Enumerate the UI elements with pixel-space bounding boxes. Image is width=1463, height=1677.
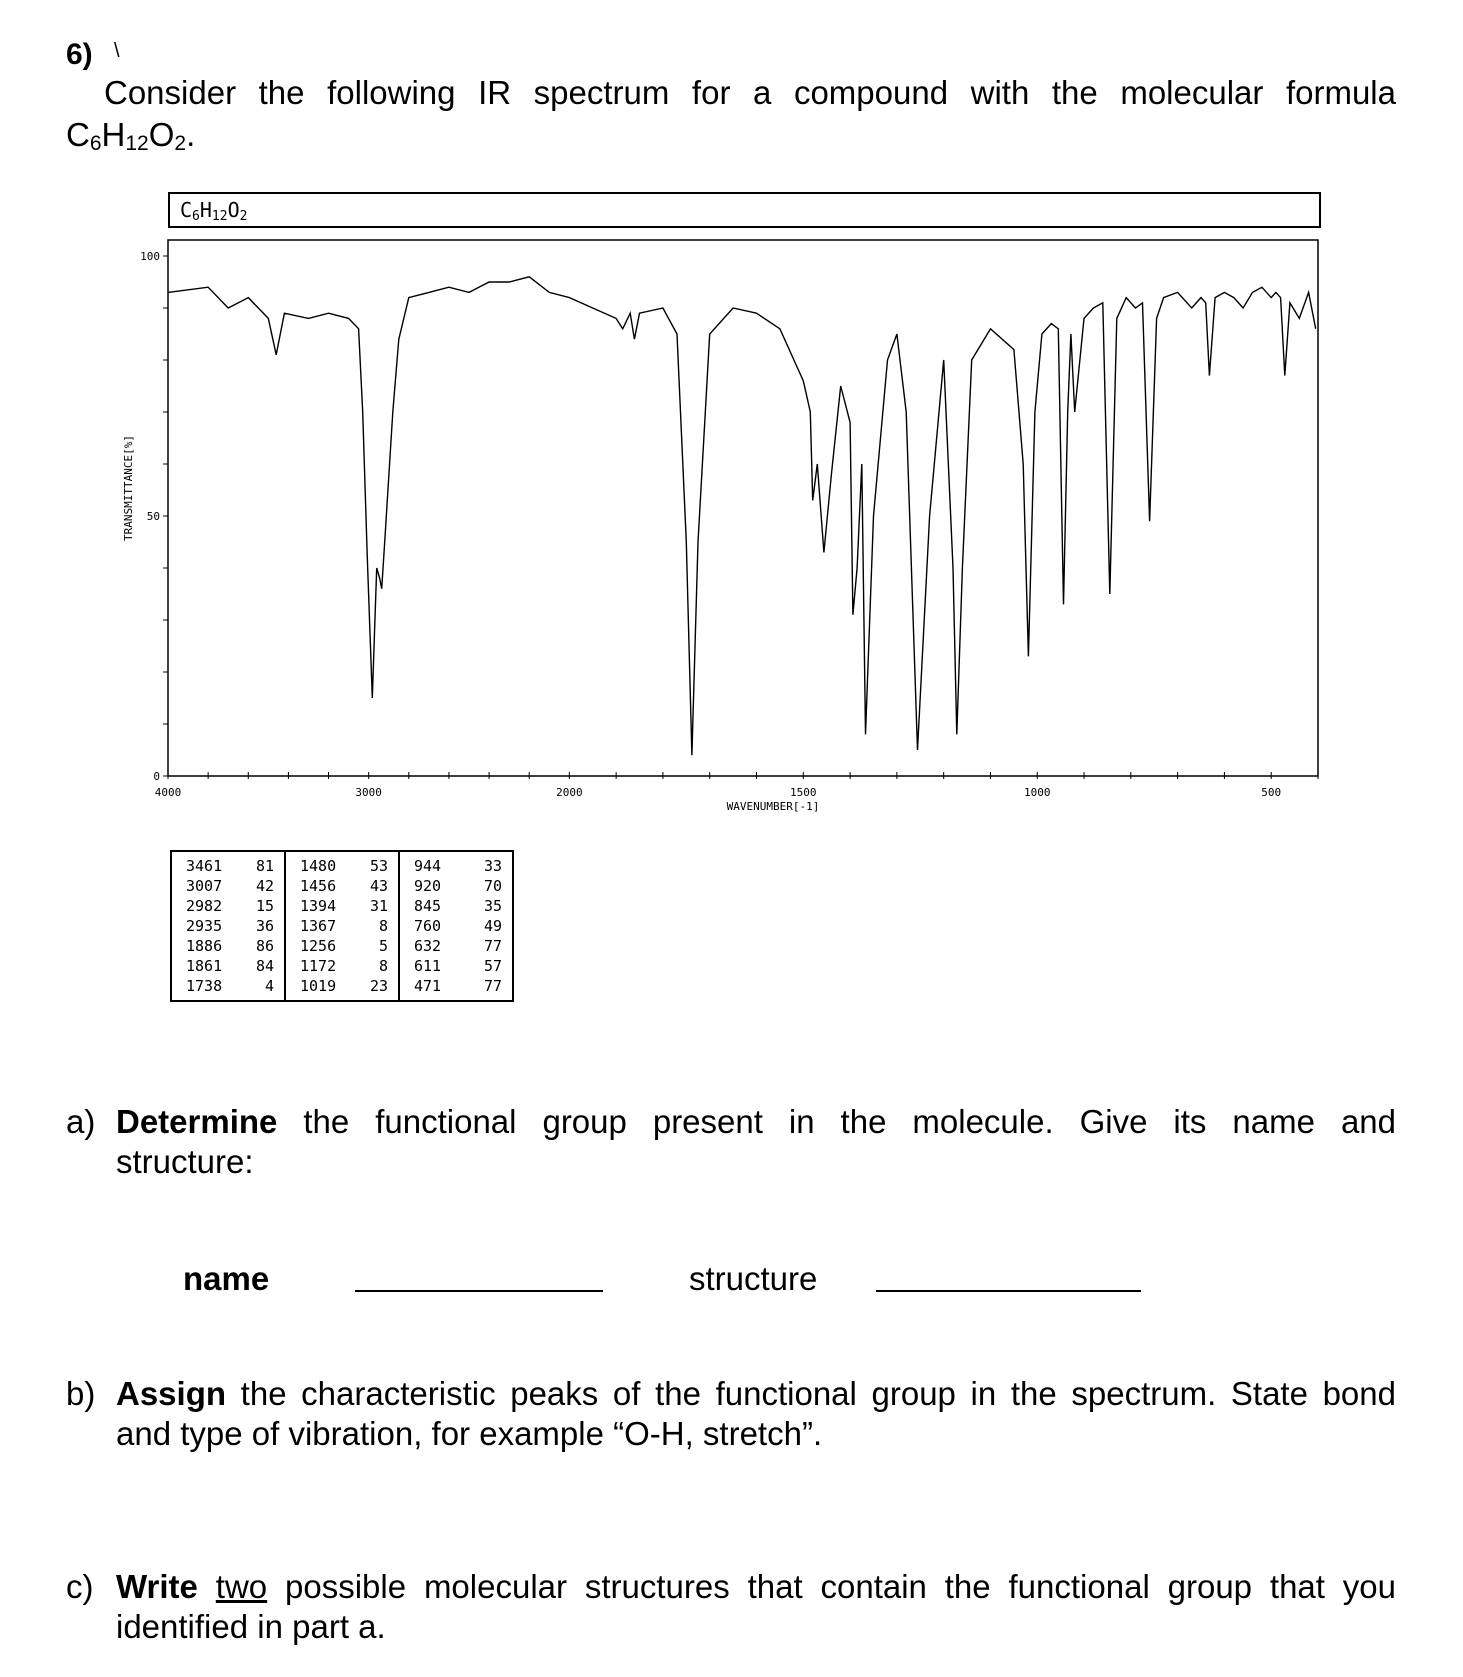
structure-label: structure (689, 1260, 818, 1297)
peak-wavenumber: 944 (414, 857, 442, 875)
peak-row (300, 896, 388, 916)
part-a (66, 1102, 1396, 1182)
peak-transmittance: 70 (483, 877, 502, 895)
peak-transmittance: 4 (264, 977, 274, 995)
part-a-line2: structure: (116, 1143, 254, 1180)
peak-row (300, 916, 388, 936)
part-c (66, 1567, 1396, 1647)
peak-wavenumber: 1394 (300, 897, 337, 915)
part-a-line1 (116, 1102, 1396, 1142)
x-tick-label: 3000 (355, 786, 382, 799)
y-tick-label: 100 (140, 250, 160, 263)
structure-answer-line[interactable] (876, 1290, 1141, 1292)
peak-row (300, 936, 388, 956)
peak-transmittance: 31 (369, 897, 388, 915)
peak-transmittance: 57 (483, 957, 502, 975)
formula-o-sub: 2 (174, 132, 187, 155)
part-b-line1 (116, 1374, 1396, 1414)
peak-row (414, 916, 502, 936)
peak-wavenumber: 1456 (300, 877, 337, 895)
title-o: O (227, 198, 240, 222)
peak-wavenumber: 3007 (186, 877, 223, 895)
peak-transmittance: 42 (255, 877, 274, 895)
part-c-bold: Write (116, 1568, 198, 1605)
plot-frame (168, 240, 1318, 776)
title-o-sub: 2 (239, 209, 248, 224)
peak-transmittance: 49 (483, 917, 502, 935)
peak-transmittance: 8 (378, 917, 388, 935)
peak-wavenumber: 1480 (300, 857, 337, 875)
peak-wavenumber: 471 (414, 977, 442, 995)
question-number: 6) (66, 38, 93, 71)
peak-wavenumber: 1256 (300, 937, 337, 955)
title-c-sub: 6 (192, 209, 200, 224)
x-tick-label: 1000 (1024, 786, 1051, 799)
y-tick-label: 0 (153, 770, 160, 783)
y-tick-label: 50 (146, 510, 160, 523)
part-a-label: a) (66, 1103, 96, 1140)
part-c-rest: possible molecular structures that contain the functional group that you (267, 1568, 1397, 1605)
part-c-line1 (116, 1567, 1396, 1607)
formula-c: C (66, 116, 90, 153)
peak-transmittance: 33 (483, 857, 502, 875)
x-tick-label: 1500 (790, 786, 817, 799)
part-b-line2: and type of vibration, for example “O-H, stretch”. (116, 1415, 823, 1452)
part-b-label: b) (66, 1375, 96, 1412)
peak-row (300, 956, 388, 976)
peak-column-2 (285, 851, 399, 1001)
part-b (66, 1374, 1396, 1454)
peak-row (300, 856, 388, 876)
peak-transmittance: 53 (369, 857, 388, 875)
peak-row (414, 896, 502, 916)
formula-h: H (101, 116, 126, 153)
peak-transmittance: 84 (255, 957, 274, 975)
peak-transmittance: 23 (369, 977, 388, 995)
molecular-formula (66, 116, 195, 153)
title-c: C (180, 198, 193, 222)
peak-transmittance: 81 (255, 857, 274, 875)
peak-transmittance: 8 (378, 957, 388, 975)
part-c-underlined: two (215, 1568, 268, 1605)
peak-wavenumber: 611 (414, 957, 442, 975)
name-answer-line[interactable] (355, 1290, 603, 1292)
peak-row (414, 856, 502, 876)
peak-row (186, 976, 274, 996)
peak-wavenumber: 845 (414, 897, 442, 915)
question-tick-mark: \ (114, 40, 120, 62)
peak-wavenumber: 760 (414, 917, 442, 935)
peak-transmittance: 36 (255, 917, 274, 935)
question-intro (66, 72, 1396, 156)
peak-wavenumber: 1172 (300, 957, 337, 975)
formula-h-sub: 12 (125, 132, 149, 155)
title-h-sub: 12 (211, 209, 228, 224)
part-a-rest: the functional group present in the molecule. Give its name and (277, 1103, 1396, 1140)
x-tick-label: 4000 (154, 786, 182, 799)
peak-wavenumber: 1738 (186, 977, 223, 995)
peak-wavenumber: 1886 (186, 937, 223, 955)
peak-row (186, 936, 274, 956)
peak-row (186, 876, 274, 896)
x-tick-label: 2000 (556, 786, 583, 799)
name-label: name (183, 1260, 270, 1297)
peak-row (300, 876, 388, 896)
spectrum-title-box (168, 192, 1321, 228)
peak-table (170, 850, 514, 1002)
peak-wavenumber: 1861 (186, 957, 223, 975)
peak-wavenumber: 2935 (186, 917, 223, 935)
spectrum-trace (168, 277, 1316, 755)
peak-transmittance: 43 (369, 877, 388, 895)
x-tick-label: 500 (1261, 786, 1282, 799)
spectrum-title (180, 198, 247, 222)
peak-row (186, 956, 274, 976)
peak-row (186, 896, 274, 916)
part-b-rest: the characteristic peaks of the functional group in the spectrum. State bond (226, 1375, 1396, 1412)
peak-row (414, 956, 502, 976)
peak-column-3 (399, 851, 513, 1001)
peak-wavenumber: 2982 (186, 897, 223, 915)
peak-row (414, 876, 502, 896)
formula-end: . (186, 116, 196, 153)
title-h: H (199, 198, 212, 222)
peak-transmittance: 15 (255, 897, 274, 915)
peak-transmittance: 77 (483, 977, 502, 995)
peak-row (414, 976, 502, 996)
peak-row (300, 976, 388, 996)
peak-row (186, 856, 274, 876)
peak-transmittance: 35 (483, 897, 502, 915)
peak-transmittance: 5 (378, 937, 388, 955)
y-axis-label: TRANSMITTANCE[%] (122, 435, 135, 541)
formula-o: O (148, 116, 175, 153)
peak-wavenumber: 1019 (300, 977, 337, 995)
ir-spectrum-chart (120, 236, 1320, 816)
part-a-bold: Determine (116, 1103, 278, 1140)
peak-column-1 (171, 851, 285, 1001)
part-c-label: c) (66, 1568, 94, 1605)
intro-line: Consider the following IR spectrum for a compound with the molecular formula (104, 74, 1396, 111)
peak-wavenumber: 1367 (300, 917, 337, 935)
peak-wavenumber: 632 (414, 937, 442, 955)
peak-wavenumber: 3461 (186, 857, 223, 875)
x-axis-label: WAVENUMBER[-1] (726, 800, 820, 813)
peak-row (186, 916, 274, 936)
peak-transmittance: 86 (255, 937, 274, 955)
part-b-bold: Assign (116, 1375, 227, 1412)
formula-c-sub: 6 (89, 132, 102, 155)
peak-wavenumber: 920 (414, 877, 442, 895)
peak-row (414, 936, 502, 956)
peak-transmittance: 77 (483, 937, 502, 955)
part-c-line2: identified in part a. (116, 1608, 386, 1645)
